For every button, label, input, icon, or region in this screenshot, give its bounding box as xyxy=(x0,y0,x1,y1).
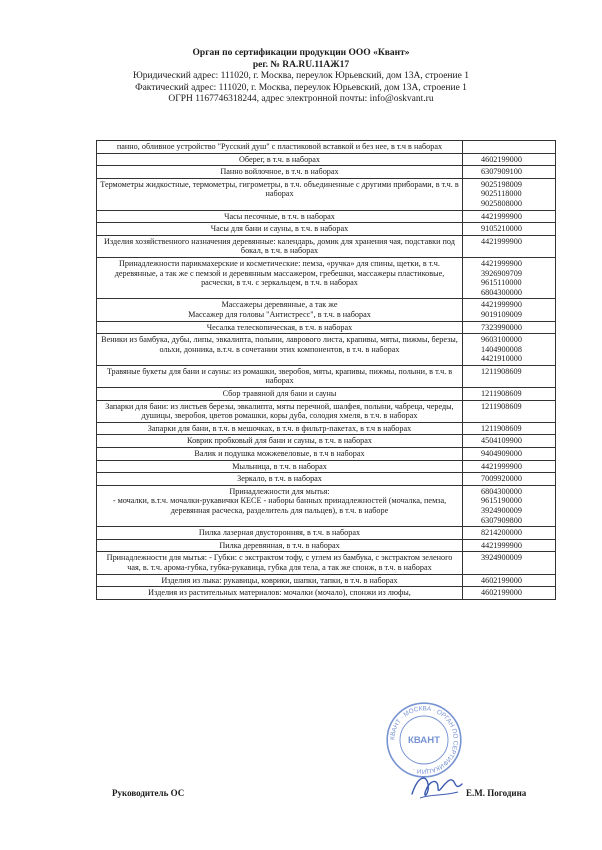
product-description: Пилка лазерная двусторонняя, в т.ч. в наборах xyxy=(97,527,463,540)
tnved-codes xyxy=(463,299,556,321)
tnved-code: 4421999900 xyxy=(481,540,522,550)
product-description: панно, обливное устройство "Русский душ" с пластиковой вставкой и без нее, в т.ч в наборах xyxy=(97,141,463,154)
tnved-code: 3926909709 xyxy=(481,268,522,278)
product-description: Изделия из лыка: рукавицы, коврики, шапки, тапки, в т.ч. в наборах xyxy=(97,574,463,587)
tnved-code: 9105210000 xyxy=(481,224,522,234)
product-description: Часы песочные, в т.ч. в наборах xyxy=(97,210,463,223)
tnved-code: 4421999900 xyxy=(481,236,522,246)
product-description: Валик и подушка можжевеловые, в т.ч в наборах xyxy=(97,448,463,461)
table-row xyxy=(97,539,556,552)
document-header xyxy=(0,48,602,106)
product-description: Зеркало, в т.ч. в наборах xyxy=(97,473,463,486)
tnved-code: 9404909000 xyxy=(481,449,522,459)
tnved-code: 4504109900 xyxy=(481,436,522,446)
registration-number: рег. № RA.RU.11АЖ17 xyxy=(252,59,350,70)
organization-stamp xyxy=(384,700,464,780)
tnved-code: 4602199000 xyxy=(481,154,522,164)
tnved-code: 3924900009 xyxy=(481,506,522,515)
tnved-codes xyxy=(463,552,556,574)
tnved-codes xyxy=(463,153,556,166)
tnved-code: 1211908609 xyxy=(481,389,522,399)
table-row xyxy=(97,485,556,526)
product-description: Чесалка телескопическая, в т.ч. в наборах xyxy=(97,321,463,334)
product-description: Изделия из растительных материалов: мочалки (мочало), спонжи из люфы, xyxy=(97,587,463,600)
tnved-code: 6307909800 xyxy=(481,515,522,525)
table-row xyxy=(97,141,556,154)
tnved-codes xyxy=(463,210,556,223)
table-row xyxy=(97,527,556,540)
product-description: Принадлежности для мытья: - Губки: с экстрактом тофу, с углем из бамбука, с экстрактом зеленого чая, в. т.ч. арома-губка, губка-рукавица, губка для тела, а так же спонж, в т.ч. в наборах xyxy=(97,552,463,574)
tnved-codes xyxy=(463,574,556,587)
product-description: Панно войлочное, в т.ч. в наборах xyxy=(97,166,463,179)
table-row xyxy=(97,460,556,473)
table-row xyxy=(97,422,556,435)
tnved-code: 9019109009 xyxy=(481,309,522,319)
table-row xyxy=(97,321,556,334)
table-row xyxy=(97,299,556,321)
tnved-codes xyxy=(463,422,556,435)
tnved-code: 9025118000 xyxy=(481,189,522,199)
table-row xyxy=(97,365,556,387)
table-row xyxy=(97,334,556,366)
tnved-code: 1404900008 xyxy=(481,344,522,354)
table-row xyxy=(97,166,556,179)
tnved-codes xyxy=(463,435,556,448)
product-description: Часы для бани и сауны, в т.ч. в наборах xyxy=(97,223,463,236)
table-row xyxy=(97,473,556,486)
tnved-codes xyxy=(463,587,556,600)
tnved-code: 6307909100 xyxy=(481,167,522,177)
legal-address: Юридический адрес: 111020, г. Москва, переулок Юрьевский, дом 13А, строение 1 xyxy=(133,71,469,81)
ogrn-email: ОГРН 1167746318244, адрес электронной почты: info@oskvant.ru xyxy=(168,94,434,104)
tnved-code: 6804300000 xyxy=(481,287,522,297)
product-description: Сбор травяной для бани и сауны xyxy=(97,388,463,401)
tnved-code: 4421999900 xyxy=(481,211,522,221)
tnved-code: 9025808000 xyxy=(481,198,522,208)
certification-body-title: Орган по сертификации продукции ООО «Квант» xyxy=(192,48,410,58)
product-description: Травяные букеты для бани и сауны: из ромашки, зверобоя, мяты, крапивы, пижмы, полыни, в т.ч. в наборах xyxy=(97,365,463,387)
table-row xyxy=(97,400,556,422)
tnved-codes xyxy=(463,448,556,461)
tnved-code: 7323990000 xyxy=(481,322,522,332)
table-row xyxy=(97,448,556,461)
tnved-code: 6804300000 xyxy=(481,486,522,496)
tnved-codes xyxy=(463,223,556,236)
product-description: Принадлежности для мытья: - мочалки, в.т.ч. мочалки-рукавички КЕСЕ - наборы банных принадлежностей (мочалка, пемза, деревянная расческа, разделитель для пальцев), в т.ч. в наборе xyxy=(97,485,463,526)
table-row xyxy=(97,223,556,236)
tnved-codes xyxy=(463,400,556,422)
table-row xyxy=(97,388,556,401)
tnved-codes xyxy=(463,527,556,540)
tnved-codes xyxy=(463,334,556,366)
product-description: Оберег, в т.ч. в наборах xyxy=(97,153,463,166)
tnved-codes xyxy=(463,141,556,154)
tnved-code: 3924900009 xyxy=(481,553,522,563)
tnved-code: 9615110000 xyxy=(481,278,522,288)
tnved-codes xyxy=(463,473,556,486)
tnved-code: 4421999900 xyxy=(481,300,522,310)
tnved-codes xyxy=(463,321,556,334)
tnved-codes xyxy=(463,257,556,298)
product-description: Коврик пробковый для бани и сауны, в т.ч. в наборах xyxy=(97,435,463,448)
table-row xyxy=(97,235,556,257)
products-table-body xyxy=(97,141,556,600)
tnved-codes xyxy=(463,166,556,179)
tnved-codes xyxy=(463,539,556,552)
tnved-code: 1211908609 xyxy=(481,366,522,376)
tnved-code: 4602199000 xyxy=(481,588,522,598)
tnved-code: 1211908609 xyxy=(481,401,522,411)
product-description: Веники из бамбука, дубы, липы, эвкалипта, полыни, лаврового листа, крапивы, мяты, пижмы, березы, ольхи, донника, в.т.ч. в сочетании этих компонентов, в т.ч. в наборах xyxy=(97,334,463,366)
table-row xyxy=(97,435,556,448)
stamp-ring-text: КВАНТ · МОСКВА · ОРГАН ПО СЕРТИФИКАЦИИ · xyxy=(389,705,459,775)
tnved-codes xyxy=(463,365,556,387)
product-description: Массажеры деревянные, а так же Массажер для головы "Антистресс", в т.ч. в наборах xyxy=(97,299,463,321)
tnved-codes xyxy=(463,388,556,401)
product-description: Запарки для бани: из листьев березы, эвкалипта, мяты перечной, шалфея, полыни, чабреца, череды, душицы, зверобоя, цветов ромашки, коры дуба, солодия хмеля, в т.ч. в наборах xyxy=(97,400,463,422)
table-row xyxy=(97,552,556,574)
tnved-codes xyxy=(463,460,556,473)
tnved-code: 7009920000 xyxy=(481,474,522,484)
table-row xyxy=(97,153,556,166)
tnved-codes xyxy=(463,178,556,210)
handwritten-signature xyxy=(408,770,468,804)
tnved-codes xyxy=(463,235,556,257)
head-label: Руководитель ОС xyxy=(112,788,185,798)
table-row xyxy=(97,178,556,210)
actual-address: Фактический адрес: 111020, г. Москва, переулок Юрьевский, дом 13А, строение 1 xyxy=(135,82,467,93)
head-name: Е.М. Погодина xyxy=(466,788,527,798)
tnved-code xyxy=(481,142,552,152)
stamp-inner-ring xyxy=(400,716,448,764)
product-description: Пилка деревянная, в т.ч. в наборах xyxy=(97,539,463,552)
product-description: Термометры жидкостные, термометры, гигрометры, в т.ч. объединенные с другими приборами, в т.ч. в наборах xyxy=(97,178,463,210)
table-row xyxy=(97,257,556,298)
tnved-code: 9025198009 xyxy=(481,179,522,189)
stamp-center-text: КВАНТ xyxy=(407,735,441,747)
table-row xyxy=(97,210,556,223)
tnved-code: 4421999900 xyxy=(481,461,522,471)
product-description: Запарки для бани, в т.ч. в мешочках, в т.ч. в фильтр-пакетах, в т.ч в наборах xyxy=(97,422,463,435)
tnved-code: 4421910000 xyxy=(481,354,522,364)
tnved-code: 8214200000 xyxy=(481,528,522,538)
table-row xyxy=(97,587,556,600)
products-table xyxy=(96,140,556,600)
tnved-code: 1211908609 xyxy=(481,423,522,433)
tnved-code: 4602199000 xyxy=(481,575,522,585)
product-description: Изделия хозяйственного назначения деревянные: календарь, домик для хранения чая, подставки под бокал, в т.ч. в наборах xyxy=(97,235,463,257)
product-description: Принадлежности парикмахерские и косметические: пемза, «ручка» для спины, щетки, в т.ч. деревянные, а так же с пемзой и деревянным массажером, гребешки, массажеры пластиковые, расчески, в т.ч. с зеркальцем, в т.ч. в наборах xyxy=(97,257,463,298)
tnved-codes xyxy=(463,485,556,526)
product-description: Мыльница, в т.ч. в наборах xyxy=(97,460,463,473)
tnved-code: 9603100000 xyxy=(481,335,522,345)
tnved-code: 9615190000 xyxy=(481,496,522,506)
stamp-outer-ring xyxy=(387,703,461,777)
tnved-code: 4421999900 xyxy=(481,258,522,268)
table-row xyxy=(97,574,556,587)
